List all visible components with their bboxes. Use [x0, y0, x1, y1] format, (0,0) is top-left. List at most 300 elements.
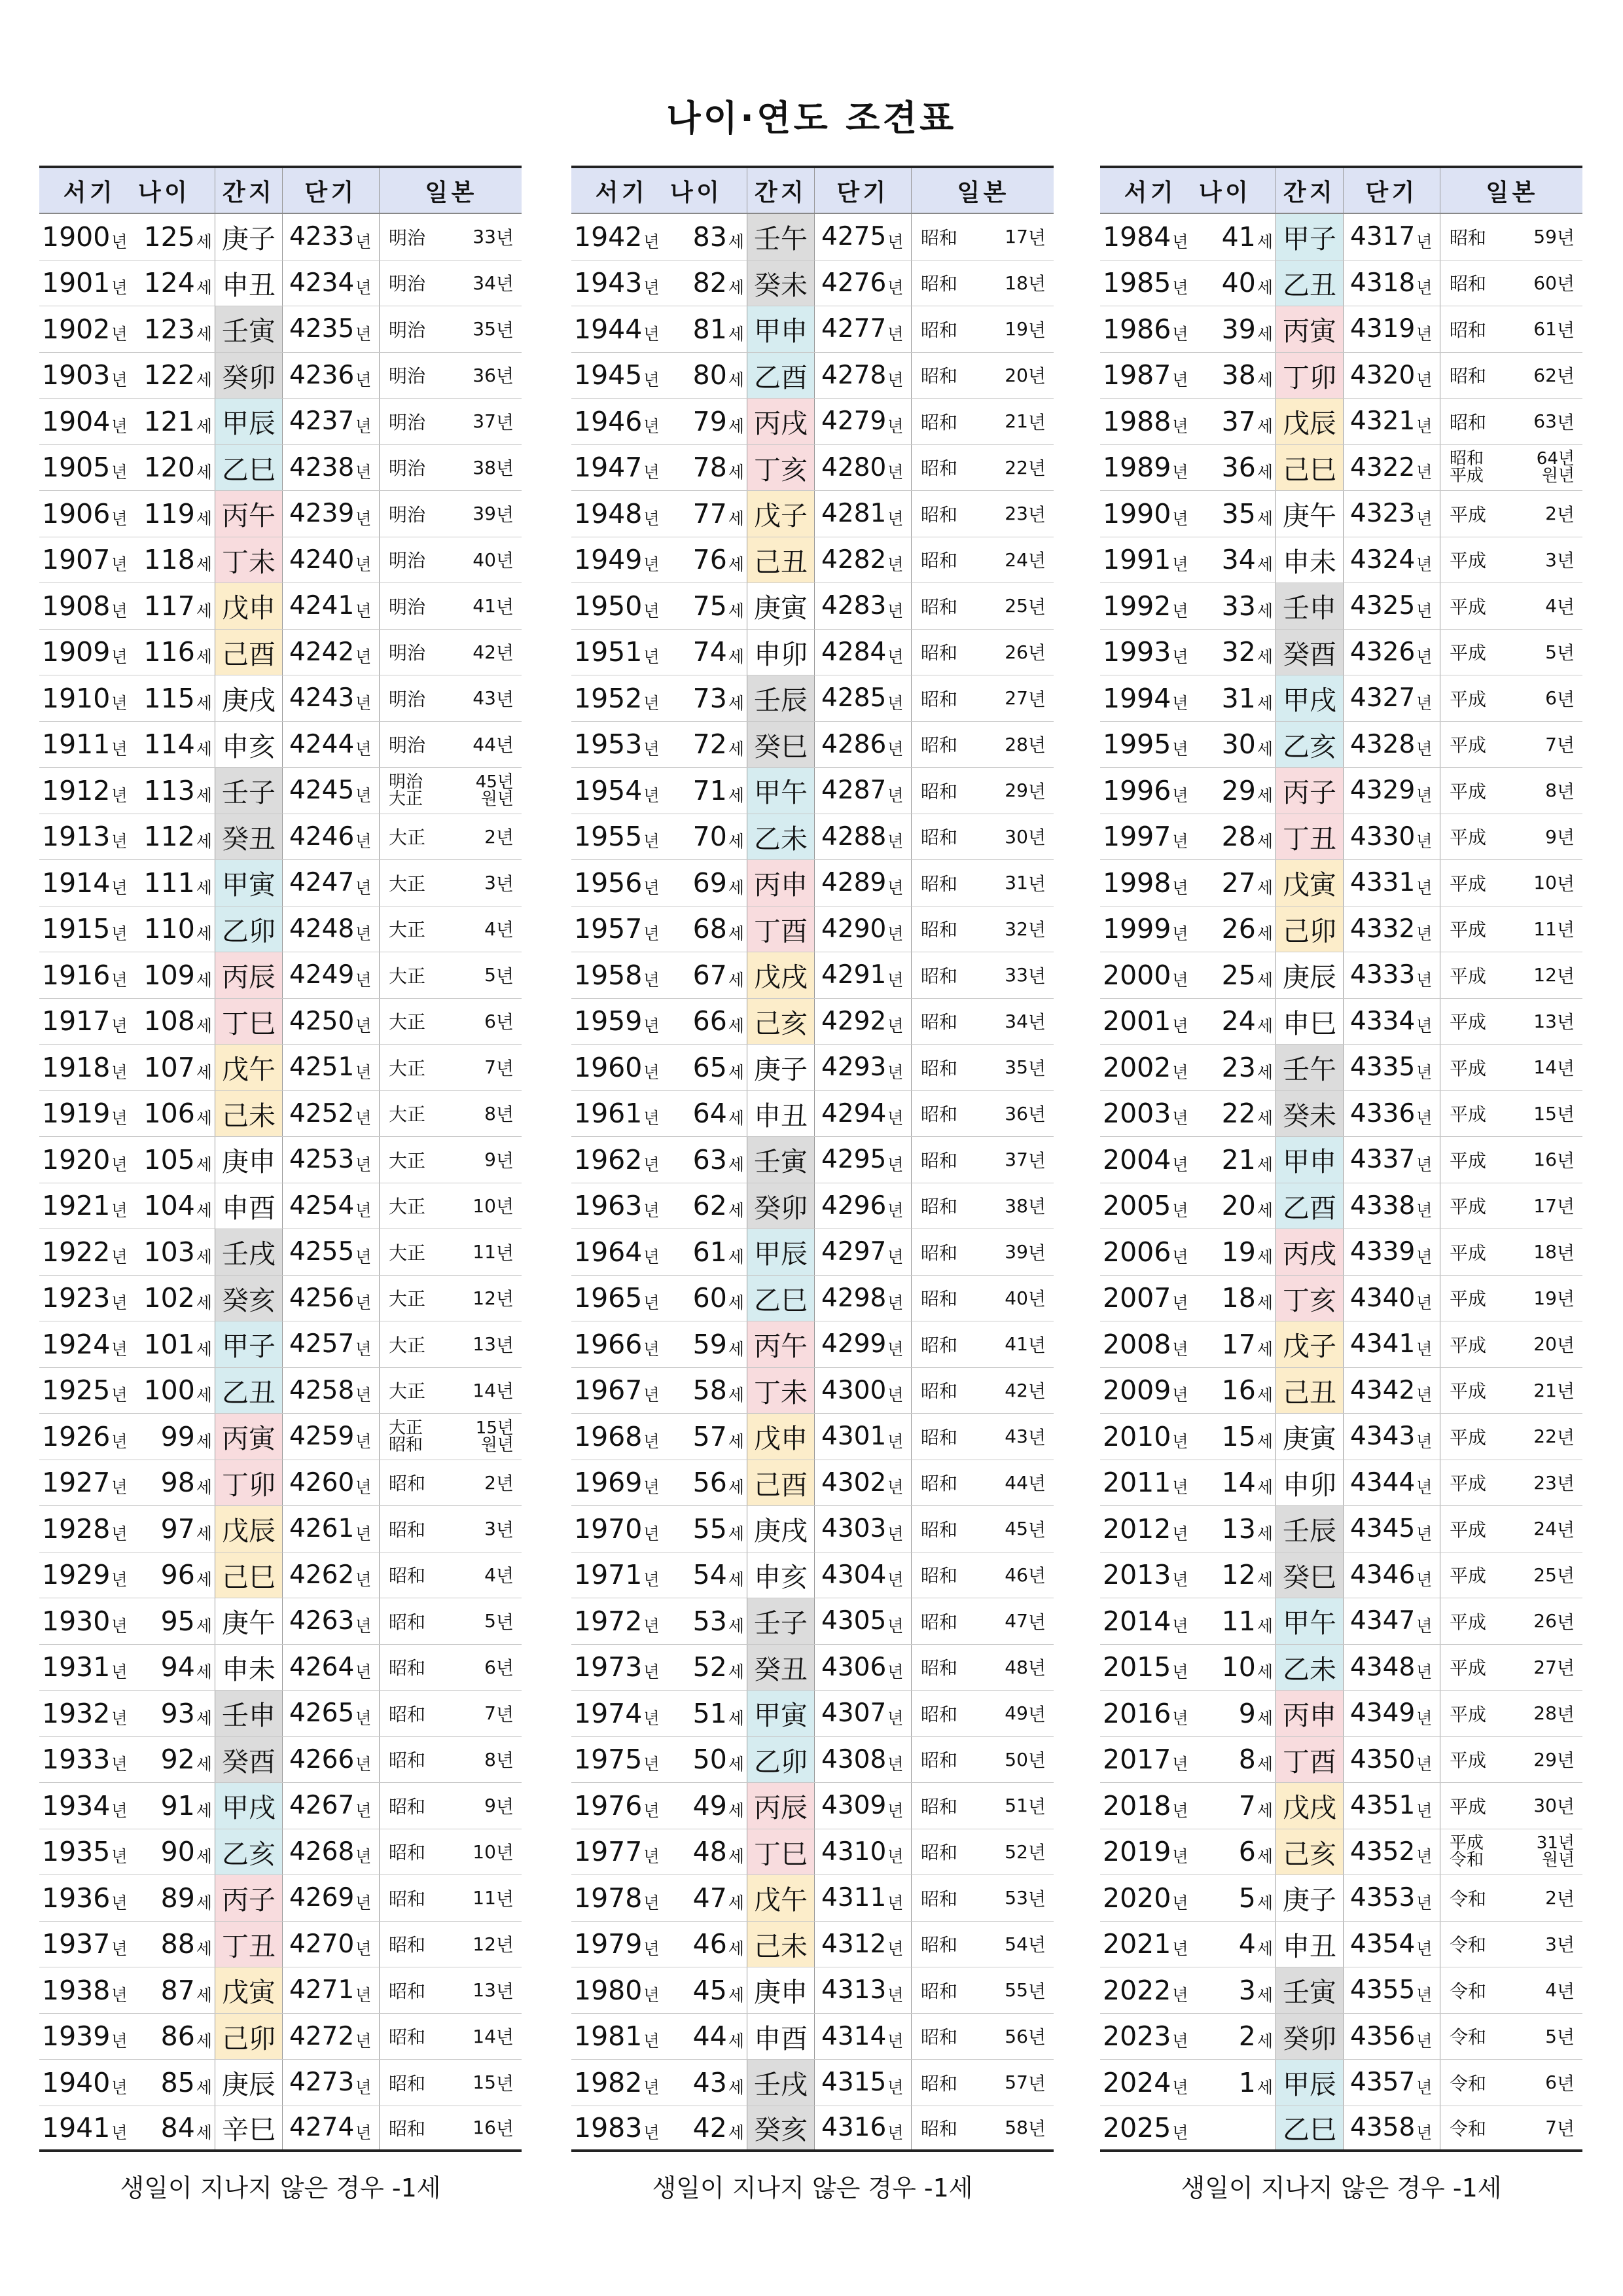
age-cell	[662, 537, 747, 583]
table-column-1	[39, 166, 522, 2152]
age-value: 70	[692, 821, 727, 853]
age-unit: 세	[196, 324, 212, 344]
year-value: 1963	[574, 1190, 643, 1222]
table-row	[1100, 1045, 1582, 1091]
era-unit: 년	[1556, 2117, 1575, 2140]
year-cell	[39, 1229, 130, 1275]
ganji-cell: 申巳	[1275, 999, 1344, 1045]
era-unit: 년	[495, 827, 514, 849]
dangi-cell	[283, 906, 380, 952]
age-cell	[662, 768, 747, 814]
japan-era-entry	[1450, 731, 1575, 757]
japan-era-entry	[389, 408, 514, 435]
era-year: 15	[1533, 1102, 1557, 1124]
dangi-cell	[815, 1460, 912, 1506]
japan-era-entry	[1450, 316, 1575, 342]
era-year: 9	[484, 1795, 496, 1817]
age-unit: 세	[1257, 740, 1273, 759]
dangi-cell	[1344, 1598, 1440, 1644]
japan-era-entry	[921, 454, 1046, 480]
ganji-cell: 壬辰	[747, 675, 815, 721]
japan-era-cell	[380, 814, 522, 860]
dangi-unit: 년	[355, 463, 372, 482]
year-cell	[571, 491, 662, 537]
era-year: 38	[1005, 1194, 1028, 1217]
year-cell	[571, 583, 662, 629]
year-value: 1948	[574, 497, 643, 529]
year-unit: 년	[1172, 924, 1188, 944]
japan-era-cell	[912, 306, 1054, 352]
age-value: 5	[1238, 1882, 1256, 1914]
year-value: 1920	[42, 1143, 111, 1175]
table-row	[39, 537, 522, 584]
age-value: 103	[143, 1236, 195, 1268]
dangi-value: 4265	[289, 1698, 355, 1729]
table-row	[39, 1691, 522, 1737]
age-value: 4	[1238, 1928, 1256, 1960]
age-value: 40	[1221, 267, 1256, 299]
era-year: 12	[1533, 964, 1557, 986]
year-value: 1973	[574, 1651, 643, 1683]
age-cell	[1190, 260, 1275, 306]
dangi-value: 4323	[1350, 499, 1416, 529]
dangi-cell	[283, 2060, 380, 2106]
age-value: 86	[160, 2020, 195, 2053]
age-cell	[1190, 2060, 1275, 2106]
year-value: 1991	[1103, 544, 1171, 576]
dangi-value: 4238	[289, 452, 355, 482]
era-unit: 년	[495, 1703, 514, 1725]
age-value: 49	[692, 1789, 727, 1821]
year-unit: 년	[111, 463, 128, 482]
age-cell	[1190, 630, 1275, 675]
ganji-cell: 己亥	[747, 999, 815, 1045]
age-value: 93	[160, 1697, 195, 1729]
era-name: 大正	[389, 965, 426, 987]
era-name: 令和	[1450, 2026, 1487, 2049]
table-row	[39, 999, 522, 1045]
japan-era-entry	[1450, 1931, 1575, 1957]
ganji-cell: 甲戌	[1275, 675, 1344, 721]
age-unit: 세	[728, 1431, 744, 1451]
ganji-cell: 癸巳	[1275, 1552, 1344, 1598]
era-unit: 년	[1556, 1795, 1575, 1818]
dangi-cell	[815, 860, 912, 906]
era-year: 17	[1005, 226, 1028, 248]
dangi-cell	[1344, 1321, 1440, 1367]
age-value: 95	[160, 1605, 195, 1637]
year-unit: 년	[1172, 601, 1188, 620]
dangi-value: 4274	[289, 2113, 355, 2143]
ganji-cell: 癸亥	[747, 2106, 815, 2150]
year-cell	[571, 1506, 662, 1552]
era-name: 明治	[389, 411, 426, 433]
ganji-cell: 癸巳	[747, 722, 815, 768]
japan-era-cell	[380, 2106, 522, 2150]
age-unit: 세	[728, 463, 744, 482]
japan-era-entry	[1450, 1469, 1575, 1496]
era-year: 55	[1005, 1979, 1028, 2001]
era-year: 4	[1545, 595, 1557, 617]
dangi-unit: 년	[887, 555, 904, 575]
era-unit: 년	[1027, 642, 1046, 664]
age-value: 125	[143, 221, 195, 253]
japan-era-entry	[921, 1654, 1046, 1680]
japan-era-cell	[1440, 2106, 1582, 2150]
dangi-value: 4272	[289, 2021, 355, 2051]
year-unit: 년	[111, 555, 128, 575]
year-cell	[1100, 1321, 1190, 1367]
age-value: 67	[692, 959, 727, 991]
era-name: 大正	[389, 1103, 426, 1126]
era-unit: 년	[1556, 919, 1575, 941]
year-cell	[571, 306, 662, 352]
era-year: 33	[1005, 964, 1028, 986]
era-name: 平成	[1450, 503, 1487, 526]
dangi-cell	[1344, 1045, 1440, 1090]
japan-era-entry	[389, 547, 514, 573]
era-name: 昭和	[1450, 226, 1487, 249]
japan-era-cell	[380, 1091, 522, 1137]
era-unit: 년	[1556, 503, 1575, 526]
age-value: 52	[692, 1651, 727, 1683]
age-unit: 세	[1257, 1109, 1273, 1128]
era-unit: 년	[1556, 734, 1575, 757]
japan-era-cell	[1440, 1045, 1582, 1090]
japan-era-entry	[389, 1839, 514, 1865]
dangi-unit: 년	[355, 647, 372, 667]
age-value: 90	[160, 1836, 195, 1868]
age-value: 97	[160, 1513, 195, 1545]
era-name: 昭和	[921, 1565, 958, 1587]
ganji-cell: 庚戌	[215, 675, 283, 721]
dangi-value: 4268	[289, 1837, 355, 1867]
era-name: 平成	[1450, 965, 1487, 987]
year-value: 1957	[574, 913, 643, 945]
dangi-cell	[815, 1645, 912, 1691]
japan-era-cell	[380, 675, 522, 721]
era-unit: 년	[1556, 2026, 1575, 2049]
dangi-cell	[815, 1414, 912, 1460]
dangi-unit: 년	[887, 1662, 904, 1682]
ganji-cell: 乙亥	[1275, 722, 1344, 768]
age-cell	[130, 1414, 215, 1460]
japan-era-transition	[389, 774, 514, 808]
table-row	[1100, 583, 1582, 630]
age-cell	[662, 1368, 747, 1414]
era-name: 昭和	[389, 1518, 426, 1541]
age-unit: 세	[196, 832, 212, 852]
era-year: 11	[473, 1241, 496, 1263]
age-cell	[1190, 214, 1275, 260]
age-cell	[130, 445, 215, 491]
japan-era-cell	[380, 1229, 522, 1275]
age-unit: 세	[1257, 1016, 1273, 1036]
japan-era-entry	[389, 1420, 514, 1437]
japan-era-entry	[1450, 408, 1575, 435]
header-year-age	[1100, 168, 1275, 213]
era-unit: 년	[1556, 550, 1575, 572]
era-name: 明治	[389, 772, 423, 792]
era-unit: 년	[1556, 1749, 1575, 1772]
year-cell	[39, 675, 130, 721]
table-row	[1100, 630, 1582, 676]
year-value: 1946	[574, 405, 643, 437]
era-name: 昭和	[389, 1749, 426, 1772]
era-year: 37	[473, 410, 496, 433]
dangi-value: 4288	[821, 821, 887, 852]
japan-era-entry	[389, 454, 514, 480]
age-cell	[662, 1598, 747, 1644]
ganji-cell: 申卯	[1275, 1460, 1344, 1506]
dangi-unit: 년	[355, 1109, 372, 1128]
year-unit: 년	[1172, 2032, 1188, 2051]
table-row	[39, 445, 522, 492]
year-unit: 년	[643, 970, 660, 990]
era-year: 3	[1545, 548, 1557, 571]
japan-era-entry	[921, 1562, 1046, 1588]
year-value: 1966	[574, 1328, 643, 1360]
era-year: 14	[473, 1379, 496, 1401]
japan-era-entry	[921, 1746, 1046, 1772]
era-year: 62	[1533, 364, 1557, 386]
japan-era-entry	[1450, 1852, 1575, 1869]
dangi-unit: 년	[1416, 1386, 1433, 1405]
age-unit: 세	[1257, 924, 1273, 944]
japan-era-entry	[389, 1377, 514, 1403]
age-cell	[1190, 1460, 1275, 1506]
era-name: 明治	[389, 365, 426, 387]
japan-era-entry	[1450, 778, 1575, 804]
dangi-value: 4290	[821, 914, 887, 944]
japan-era-entry	[921, 1700, 1046, 1727]
era-unit: 년	[495, 1057, 514, 1079]
ganji-cell: 丁亥	[1275, 1276, 1344, 1321]
dangi-value: 4245	[289, 776, 355, 806]
era-unit: 년	[1027, 1980, 1046, 2002]
era-year: 10	[1533, 872, 1557, 894]
age-unit: 세	[1257, 463, 1273, 482]
age-value: 14	[1221, 1467, 1256, 1499]
japan-era-entry	[1450, 593, 1575, 619]
japan-era-entry	[921, 731, 1046, 757]
era-unit: 년	[1556, 1334, 1575, 1356]
japan-era-cell	[1440, 1276, 1582, 1321]
dangi-unit: 년	[1416, 647, 1433, 667]
table-row	[571, 445, 1054, 492]
year-value: 1959	[574, 1005, 643, 1037]
japan-era-cell	[380, 1598, 522, 1644]
age-cell	[662, 1875, 747, 1921]
dangi-unit: 년	[355, 1708, 372, 1728]
year-unit: 년	[111, 1247, 128, 1266]
dangi-unit: 년	[355, 2123, 372, 2142]
year-value: 1960	[574, 1051, 643, 1083]
year-value: 1994	[1103, 682, 1171, 714]
table-row	[571, 1552, 1054, 1599]
year-cell	[1100, 1645, 1190, 1691]
age-unit: 세	[1257, 1155, 1273, 1174]
header-japan: 일본	[1486, 179, 1539, 206]
dangi-cell	[283, 814, 380, 860]
dangi-cell	[283, 1875, 380, 1921]
year-unit: 년	[111, 878, 128, 897]
dangi-cell	[815, 630, 912, 675]
year-unit: 년	[1172, 878, 1188, 897]
year-cell	[39, 2014, 130, 2060]
era-name: 平成	[1450, 1196, 1487, 1218]
year-cell	[571, 1737, 662, 1783]
dangi-cell	[283, 1598, 380, 1644]
japan-era-entry	[921, 547, 1046, 573]
dangi-value: 4348	[1350, 1652, 1416, 1682]
era-name: 昭和	[921, 1657, 958, 1679]
japan-era-entry	[921, 685, 1046, 711]
japan-era-entry	[1450, 1424, 1575, 1450]
dangi-cell	[283, 491, 380, 537]
year-value: 2012	[1103, 1513, 1171, 1545]
era-year: 13	[473, 1979, 496, 2001]
ganji-cell: 癸未	[1275, 1091, 1344, 1137]
table-row	[1100, 1460, 1582, 1507]
year-value: 1961	[574, 1098, 643, 1130]
japan-era-entry	[389, 870, 514, 896]
year-unit: 년	[1172, 232, 1188, 251]
dangi-value: 4351	[1350, 1791, 1416, 1821]
year-cell	[1100, 675, 1190, 721]
header-ganji: 간지	[215, 168, 283, 213]
year-value: 2015	[1103, 1651, 1171, 1683]
age-unit: 세	[1257, 1939, 1273, 1959]
age-cell	[1190, 2014, 1275, 2060]
era-name: 昭和	[921, 503, 958, 526]
dangi-unit: 년	[887, 740, 904, 759]
age-unit: 세	[728, 509, 744, 528]
year-unit: 년	[111, 2032, 128, 2051]
era-year: 10	[473, 1840, 496, 1863]
era-name: 令和	[1450, 1980, 1487, 2002]
dangi-value: 4281	[821, 499, 887, 529]
ganji-cell: 庚辰	[1275, 952, 1344, 998]
year-unit: 년	[111, 1201, 128, 1221]
japan-era-cell	[380, 1829, 522, 1875]
year-cell	[1100, 1414, 1190, 1460]
dangi-unit: 년	[887, 1755, 904, 1774]
year-unit: 년	[643, 1386, 660, 1405]
dangi-value: 4250	[289, 1006, 355, 1036]
age-unit: 세	[1257, 370, 1273, 390]
table-row	[39, 1598, 522, 1645]
age-cell	[130, 1276, 215, 1321]
ganji-cell: 丁亥	[747, 445, 815, 491]
japan-era-cell	[380, 491, 522, 537]
table-row	[571, 399, 1054, 445]
table-row	[571, 722, 1054, 768]
japan-era-cell	[912, 1414, 1054, 1460]
japan-era-cell	[912, 1368, 1054, 1414]
japan-era-cell	[380, 537, 522, 583]
year-unit: 년	[643, 555, 660, 575]
year-cell	[39, 1829, 130, 1875]
year-unit: 년	[643, 693, 660, 713]
dangi-value: 4306	[821, 1652, 887, 1682]
japan-era-cell	[380, 1368, 522, 1414]
table-row	[1100, 1137, 1582, 1183]
year-unit: 년	[1172, 1662, 1188, 1682]
year-unit: 년	[111, 278, 128, 298]
table-row	[571, 1691, 1054, 1737]
japan-era-entry	[921, 1193, 1046, 1219]
age-unit: 세	[196, 2032, 212, 2051]
dangi-cell	[815, 1552, 912, 1598]
year-unit: 년	[111, 1155, 128, 1174]
year-unit: 년	[643, 1339, 660, 1359]
year-value: 2023	[1103, 2020, 1171, 2053]
dangi-unit: 년	[1416, 370, 1433, 390]
japan-era-entry	[389, 791, 514, 808]
dangi-cell	[283, 1368, 380, 1414]
japan-era-entry	[1450, 547, 1575, 573]
japan-era-cell	[1440, 1645, 1582, 1691]
era-unit: 년	[1027, 688, 1046, 710]
age-cell	[130, 814, 215, 860]
era-year: 18	[1005, 272, 1028, 294]
era-name: 明治	[389, 503, 426, 526]
age-cell	[130, 1506, 215, 1552]
japan-era-cell	[380, 1137, 522, 1183]
era-name: 明治	[389, 319, 426, 341]
dangi-unit: 년	[1416, 1893, 1433, 1912]
year-cell	[1100, 1276, 1190, 1321]
japan-era-entry	[389, 1977, 514, 2003]
era-year: 원	[480, 1435, 497, 1455]
year-unit: 년	[1172, 647, 1188, 667]
age-unit: 세	[1257, 832, 1273, 852]
year-value: 2025	[1103, 2111, 1171, 2144]
year-cell	[571, 1460, 662, 1506]
table-row	[39, 583, 522, 630]
header-dangi: 단기	[815, 168, 912, 213]
japan-era-cell	[912, 399, 1054, 444]
japan-era-cell	[912, 768, 1054, 814]
year-unit: 년	[111, 970, 128, 990]
dangi-unit: 년	[1416, 1985, 1433, 2005]
ganji-cell: 己卯	[215, 2014, 283, 2060]
japan-era-cell	[912, 814, 1054, 860]
dangi-cell	[815, 2060, 912, 2106]
era-unit: 년	[1556, 1057, 1575, 1079]
ganji-cell: 庚子	[1275, 1875, 1344, 1921]
year-unit: 년	[1172, 1109, 1188, 1128]
age-unit: 세	[196, 1293, 212, 1313]
japan-era-entry	[921, 408, 1046, 435]
age-cell	[1190, 1137, 1275, 1183]
era-unit: 년	[1556, 642, 1575, 664]
dangi-unit: 년	[355, 601, 372, 620]
table-row	[39, 906, 522, 953]
age-value: 25	[1221, 959, 1256, 991]
japan-era-entry	[389, 1100, 514, 1126]
japan-era-entry	[389, 2115, 514, 2141]
age-cell	[130, 1967, 215, 2013]
ganji-cell: 申亥	[215, 722, 283, 768]
table-row	[1100, 1368, 1582, 1414]
age-cell	[1190, 1552, 1275, 1598]
japan-era-cell	[1440, 1414, 1582, 1460]
year-unit: 년	[111, 924, 128, 944]
dangi-unit: 년	[355, 370, 372, 390]
age-cell	[662, 1091, 747, 1137]
